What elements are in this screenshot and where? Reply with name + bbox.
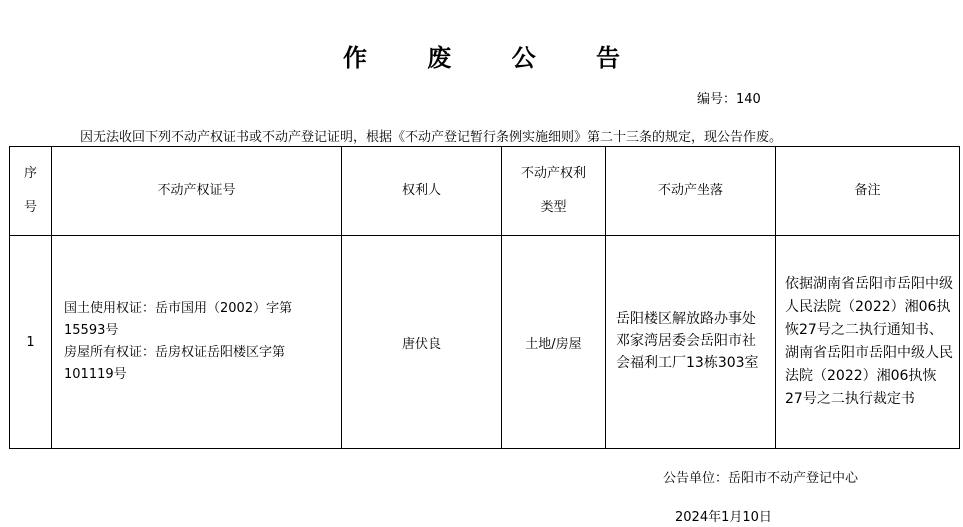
issuing-unit: 公告单位：岳阳市不动产登记中心 bbox=[663, 471, 859, 486]
table-header-row bbox=[10, 147, 960, 236]
header-owner: 权利人 bbox=[342, 147, 502, 236]
header-location: 不动产坐落 bbox=[606, 147, 776, 236]
notice-title: 作 废 公 告 bbox=[342, 44, 647, 72]
header-index: 序号 bbox=[10, 147, 52, 236]
cell-right-type: 土地/房屋 bbox=[502, 236, 606, 449]
table-row bbox=[10, 236, 960, 449]
notice-intro: 因无法收回下列不动产权证书或不动产登记证明，根据《不动产登记暂行条例实施细则》第二十三条的规定，现公告作废。 bbox=[80, 130, 783, 145]
notice-date: 2024年1月10日 bbox=[675, 510, 772, 525]
cell-remark: 依据湖南省岳阳市岳阳中级人民法院（2022）湘06执恢27号之二执行通知书、湖南省岳阳市岳阳中级人民法院（2022）湘06执恢27号之二执行裁定书 bbox=[776, 236, 960, 449]
cert-land-use: 国土使用权证：岳市国用（2002）字第15593号 bbox=[64, 300, 293, 338]
cell-owner: 唐伏良 bbox=[342, 236, 502, 449]
cell-cert-no bbox=[52, 236, 342, 449]
cell-index: 1 bbox=[10, 236, 52, 449]
header-cert-no: 不动产权证号 bbox=[52, 147, 342, 236]
header-remark: 备注 bbox=[776, 147, 960, 236]
cert-house-ownership: 房屋所有权证：岳房权证岳阳楼区字第101119号 bbox=[64, 345, 286, 383]
void-certificate-table bbox=[9, 146, 960, 449]
document-number: 编号：140 bbox=[697, 92, 761, 107]
cell-location: 岳阳楼区解放路办事处邓家湾居委会岳阳市社会福利工厂13栋303室 bbox=[606, 236, 776, 449]
header-right-type: 不动产权利类型 bbox=[502, 147, 606, 236]
